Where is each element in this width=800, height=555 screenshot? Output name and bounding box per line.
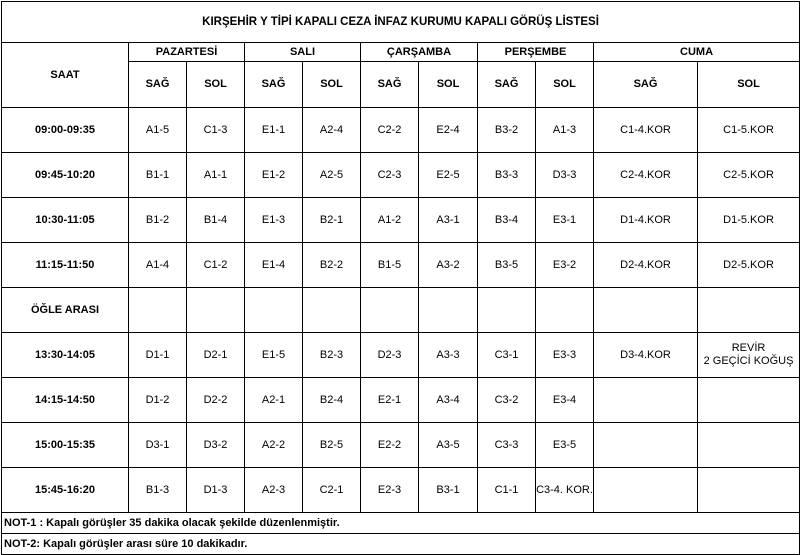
table-cell: B1-3 bbox=[129, 468, 187, 513]
time-slot: 11:15-11:50 bbox=[2, 243, 129, 288]
table-cell bbox=[129, 288, 187, 333]
day-header-carsamba: ÇARŞAMBA bbox=[361, 43, 478, 62]
page-title: KIRŞEHİR Y TİPİ KAPALI CEZA İNFAZ KURUMU KAPALI GÖRÜŞ LİSTESİ bbox=[2, 2, 800, 43]
table-cell: E2-3 bbox=[361, 468, 419, 513]
table-cell: B2-2 bbox=[303, 243, 361, 288]
table-cell: C1-4.KOR bbox=[594, 108, 698, 153]
time-slot: 13:30-14:05 bbox=[2, 333, 129, 378]
table-row bbox=[2, 468, 800, 513]
time-slot: 09:45-10:20 bbox=[2, 153, 129, 198]
visit-schedule bbox=[1, 1, 799, 550]
table-cell: D1-1 bbox=[129, 333, 187, 378]
table-cell: E1-5 bbox=[245, 333, 303, 378]
table-cell: B1-5 bbox=[361, 243, 419, 288]
table-cell bbox=[187, 288, 245, 333]
table-row bbox=[2, 108, 800, 153]
table-cell: C2-2 bbox=[361, 108, 419, 153]
table-cell: C3-2 bbox=[478, 378, 536, 423]
table-cell bbox=[478, 288, 536, 333]
table-cell: C2-3 bbox=[361, 153, 419, 198]
table-cell: A2-4 bbox=[303, 108, 361, 153]
table-cell: D1-4.KOR bbox=[594, 198, 698, 243]
table-cell: B1-1 bbox=[129, 153, 187, 198]
table-row bbox=[2, 378, 800, 423]
table-cell: E1-1 bbox=[245, 108, 303, 153]
table-cell: C1-5.KOR bbox=[698, 108, 800, 153]
table-cell: A1-2 bbox=[361, 198, 419, 243]
time-slot: 10:30-11:05 bbox=[2, 198, 129, 243]
schedule-table bbox=[1, 1, 800, 555]
table-cell: C3-3 bbox=[478, 423, 536, 468]
table-cell: D2-5.KOR bbox=[698, 243, 800, 288]
table-cell: A3-5 bbox=[419, 423, 478, 468]
table-cell: E3-3 bbox=[536, 333, 594, 378]
table-cell: D1-2 bbox=[129, 378, 187, 423]
table-cell: C2-5.KOR bbox=[698, 153, 800, 198]
time-slot: 14:15-14:50 bbox=[2, 378, 129, 423]
table-cell: B3-5 bbox=[478, 243, 536, 288]
table-cell: D3-3 bbox=[536, 153, 594, 198]
side-header: SOL bbox=[419, 62, 478, 108]
table-row bbox=[2, 288, 800, 333]
table-cell: E2-2 bbox=[361, 423, 419, 468]
table-cell: A2-5 bbox=[303, 153, 361, 198]
table-cell: B3-1 bbox=[419, 468, 478, 513]
side-header: SAĞ bbox=[478, 62, 536, 108]
table-row bbox=[2, 153, 800, 198]
table-cell: A2-2 bbox=[245, 423, 303, 468]
side-header: SOL bbox=[698, 62, 800, 108]
table-cell: C3-1 bbox=[478, 333, 536, 378]
table-cell bbox=[419, 288, 478, 333]
side-header: SAĞ bbox=[594, 62, 698, 108]
day-header-pazartesi: PAZARTESİ bbox=[129, 43, 245, 62]
table-cell bbox=[303, 288, 361, 333]
table-cell: A3-3 bbox=[419, 333, 478, 378]
table-cell: A3-2 bbox=[419, 243, 478, 288]
table-cell bbox=[536, 288, 594, 333]
table-cell: A2-1 bbox=[245, 378, 303, 423]
table-cell: D1-5.KOR bbox=[698, 198, 800, 243]
side-header: SAĞ bbox=[245, 62, 303, 108]
table-cell bbox=[245, 288, 303, 333]
saat-header: SAAT bbox=[2, 43, 129, 108]
table-cell: D2-2 bbox=[187, 378, 245, 423]
note-1: NOT-1 : Kapalı görüşler 35 dakika olacak şekilde düzenlenmiştir. bbox=[2, 513, 800, 534]
table-cell bbox=[594, 468, 698, 513]
table-cell: E3-4 bbox=[536, 378, 594, 423]
table-cell: A1-3 bbox=[536, 108, 594, 153]
table-cell: B3-2 bbox=[478, 108, 536, 153]
table-cell: B1-4 bbox=[187, 198, 245, 243]
table-cell: C2-4.KOR bbox=[594, 153, 698, 198]
table-cell: A1-5 bbox=[129, 108, 187, 153]
table-cell: B2-4 bbox=[303, 378, 361, 423]
table-cell: D3-2 bbox=[187, 423, 245, 468]
day-header-sali: SALI bbox=[245, 43, 361, 62]
side-header: SOL bbox=[536, 62, 594, 108]
table-cell bbox=[594, 423, 698, 468]
table-cell: C1-1 bbox=[478, 468, 536, 513]
table-cell: B3-3 bbox=[478, 153, 536, 198]
table-cell bbox=[594, 378, 698, 423]
time-slot: 15:00-15:35 bbox=[2, 423, 129, 468]
table-cell: A1-4 bbox=[129, 243, 187, 288]
table-cell: E3-1 bbox=[536, 198, 594, 243]
table-cell bbox=[698, 378, 800, 423]
day-header-persembe: PERŞEMBE bbox=[478, 43, 594, 62]
table-cell: D3-1 bbox=[129, 423, 187, 468]
table-cell bbox=[698, 423, 800, 468]
table-cell: C2-1 bbox=[303, 468, 361, 513]
table-cell: A3-1 bbox=[419, 198, 478, 243]
note-2: NOT-2: Kapalı görüşler arası süre 10 dakikadır. bbox=[2, 534, 800, 555]
table-row bbox=[2, 333, 800, 378]
side-header: SOL bbox=[187, 62, 245, 108]
time-slot: 09:00-09:35 bbox=[2, 108, 129, 153]
table-cell: C3-4. KOR. bbox=[536, 468, 594, 513]
table-cell bbox=[698, 288, 800, 333]
table-cell: E2-5 bbox=[419, 153, 478, 198]
table-cell: D2-4.KOR bbox=[594, 243, 698, 288]
time-slot: ÖĞLE ARASI bbox=[2, 288, 129, 333]
table-cell: D3-4.KOR bbox=[594, 333, 698, 378]
table-cell: E3-5 bbox=[536, 423, 594, 468]
table-cell: B3-4 bbox=[478, 198, 536, 243]
table-cell: B2-1 bbox=[303, 198, 361, 243]
table-cell bbox=[594, 288, 698, 333]
table-cell: A3-4 bbox=[419, 378, 478, 423]
table-cell: A1-1 bbox=[187, 153, 245, 198]
table-cell: E3-2 bbox=[536, 243, 594, 288]
table-cell: A2-3 bbox=[245, 468, 303, 513]
table-row bbox=[2, 243, 800, 288]
table-cell: B1-2 bbox=[129, 198, 187, 243]
table-cell: E1-2 bbox=[245, 153, 303, 198]
table-cell: D1-3 bbox=[187, 468, 245, 513]
table-cell: E2-1 bbox=[361, 378, 419, 423]
table-cell: REVİR 2 GEÇİCİ KOĞUŞ bbox=[698, 333, 800, 378]
table-cell: D2-1 bbox=[187, 333, 245, 378]
table-cell: E1-3 bbox=[245, 198, 303, 243]
table-cell: C1-3 bbox=[187, 108, 245, 153]
table-cell bbox=[361, 288, 419, 333]
table-cell: E2-4 bbox=[419, 108, 478, 153]
table-cell: D2-3 bbox=[361, 333, 419, 378]
time-slot: 15:45-16:20 bbox=[2, 468, 129, 513]
side-header: SAĞ bbox=[129, 62, 187, 108]
side-header: SOL bbox=[303, 62, 361, 108]
table-row bbox=[2, 423, 800, 468]
table-cell: B2-3 bbox=[303, 333, 361, 378]
day-header-cuma: CUMA bbox=[594, 43, 800, 62]
table-row bbox=[2, 198, 800, 243]
table-cell: C1-2 bbox=[187, 243, 245, 288]
side-header: SAĞ bbox=[361, 62, 419, 108]
table-cell: E1-4 bbox=[245, 243, 303, 288]
table-cell bbox=[698, 468, 800, 513]
table-cell: B2-5 bbox=[303, 423, 361, 468]
